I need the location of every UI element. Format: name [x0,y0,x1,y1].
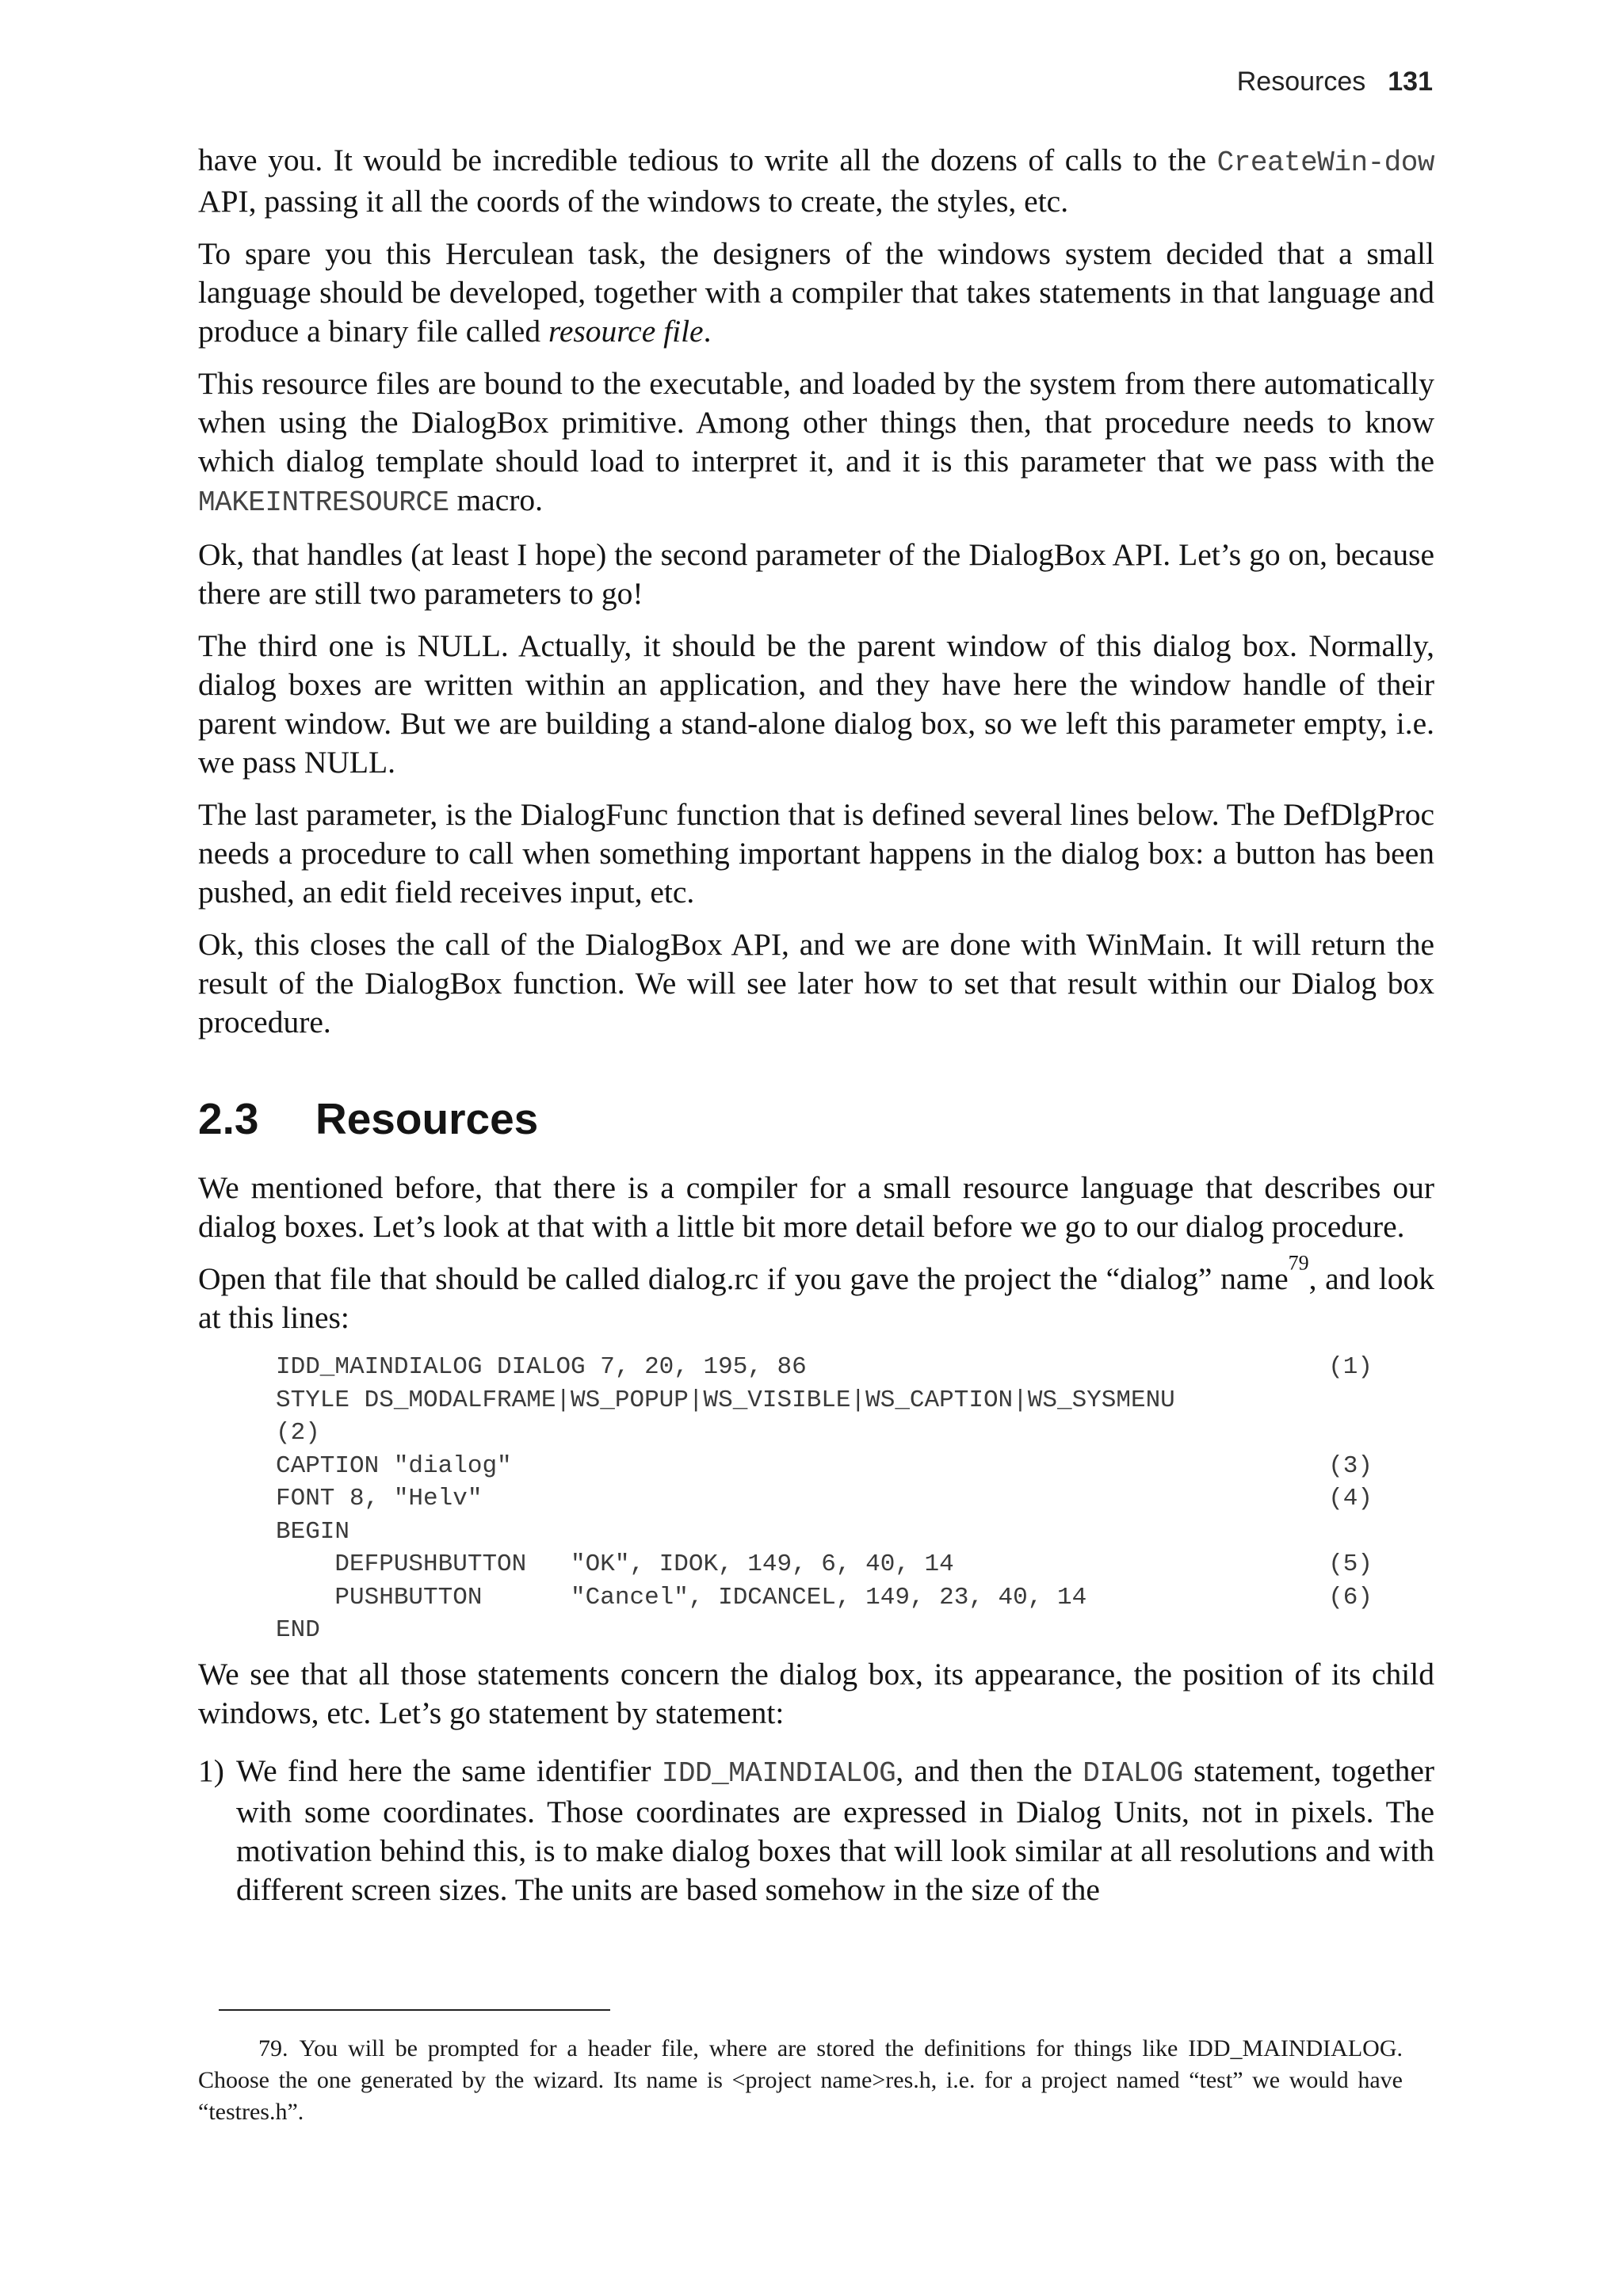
paragraph-1-text-b: API, passing it all the coords of the windows to create, the styles, etc. [198,184,1069,219]
code-idd-maindialog: IDD_MAINDIALOG [661,1756,896,1790]
code-line-marker [1328,1516,1373,1549]
page-number: 131 [1388,67,1433,97]
list-item [198,1752,1434,1909]
code-line-text: END [276,1616,320,1644]
code-line-text: BEGIN [276,1517,350,1546]
numbered-list [198,1752,1434,1909]
code-line-text: (2) [276,1419,320,1447]
code-line-marker: (5) [1328,1550,1373,1578]
code-line [276,1614,1373,1647]
section-title: Resources [315,1094,539,1143]
code-line-marker: (3) [1328,1451,1373,1480]
list-item-text-c: statement, together with some coordinates. Those coordinates are expressed in Dialog Units, not in pixels. The motivation behind this, is to make dialog boxes that will look similar at all resolutions and with different screen sizes. The units are based somehow in the size of the [236,1753,1435,1907]
paragraph-5: The third one is NULL. Actually, it should be the parent window of this dialog box. Normally, dialog boxes are written within an application, and they have here the window handle of their parent window. But we are building a stand-alone dialog box, so we left this parameter empty, i.e. we pass NULL. [198,628,1434,780]
code-line-marker: (4) [1328,1485,1373,1512]
footnote-divider [219,2009,610,2011]
paragraph-9-text-b: , and look at this lines: [198,1261,1434,1335]
code-line-text: DEFPUSHBUTTON "OK", IDOK, 149, 6, 40, 14 [276,1550,954,1578]
paragraph-3 [198,364,1434,522]
paragraph-9-text-a: Open that file that should be called dialog.rc if you gave the project the “dialog” name [198,1261,1289,1296]
italic-resource-file: resource file [548,314,704,349]
paragraph-3-text-a: This resource files are bound to the executable, and loaded by the system from there automatically when using the DialogBox primitive. Among other things then, that procedure needs to know which dialog template should load to interpret it, and it is this parameter that we pass with the [198,366,1434,479]
paragraph-4: Ok, that handles (at least I hope) the second parameter of the DialogBox API. Let’s go on, because there are still two parameters to go! [198,537,1434,611]
code-line-marker [1328,1614,1373,1647]
code-line [276,1548,1373,1581]
footnote [198,2033,1403,2128]
code-line-text: STYLE DS_MODALFRAME|WS_POPUP|WS_VISIBLE|WS_CAPTION|WS_SYSMENU [276,1386,1175,1414]
code-line-marker: (1) [1328,1353,1373,1381]
footnote-text: You will be prompted for a header file, where are stored the definitions for things like IDD_MAINDIALOG. Choose the one generated by the wizard. Its name is <project name>res.h, i.e. for a project named “test” we would have “testres.h”. [198,2035,1403,2125]
list-item-text-a: We find here the same identifier [236,1753,662,1788]
paragraph-2 [198,235,1434,351]
paragraph-1-text-a: have you. It would be incredible tedious to write all the dozens of calls to the [198,143,1217,177]
footnote-reference[interactable]: 79 [1288,1251,1309,1275]
paragraph-8: We mentioned before, that there is a compiler for a small resource language that describes our dialog boxes. Let’s look at that with a little bit more detail before we go to our dialog procedure. [198,1170,1434,1244]
page-body [198,141,1434,1909]
paragraph-6: The last parameter, is the DialogFunc function that is defined several lines below. The DefDlgProc needs a procedure to call when something important happens in the dialog box: a button has been pushed, an edit field receives input, etc. [198,797,1434,910]
code-line-marker: (6) [1328,1583,1373,1611]
code-line [276,1581,1373,1615]
code-line [276,1450,1373,1483]
code-line [276,1351,1373,1384]
paragraph-7: Ok, this closes the call of the DialogBox API, and we are done with WinMain. It will return the result of the DialogBox function. We will see later how to set that result within our Dialog box procedure. [198,927,1434,1039]
paragraph-10: We see that all those statements concern the dialog box, its appearance, the position of its child windows, etc. Let’s go statement by statement: [198,1656,1434,1730]
code-dialog: DIALOG [1083,1756,1183,1790]
header-section-title: Resources [1236,67,1366,97]
paragraph-2-text-b: . [703,314,712,349]
list-item-text-b: , and then the [896,1753,1083,1788]
list-item-marker: 1) [198,1753,224,1788]
code-line-marker [1328,1384,1373,1417]
code-createwindow: CreateWin-dow [1216,147,1434,179]
code-line-text: PUSHBUTTON "Cancel", IDCANCEL, 149, 23, 40, 14 [276,1583,1087,1611]
section-heading [198,1093,1434,1145]
section-number: 2.3 [198,1094,259,1143]
code-line-text: CAPTION "dialog" [276,1451,512,1480]
paragraph-1 [198,141,1434,221]
code-line [276,1482,1373,1516]
code-line [276,1417,1373,1450]
running-header [1237,67,1433,97]
paragraph-2-text-a: To spare you this Herculean task, the designers of the windows system decided that a small language should be developed, together with a compiler that takes statements in that language and produce a binary file called [198,236,1434,349]
code-line-text: IDD_MAINDIALOG DIALOG 7, 20, 195, 86 [276,1353,807,1381]
code-line [276,1384,1373,1417]
code-line [276,1516,1373,1549]
footnote-number: 79. [258,2035,288,2061]
code-block [276,1351,1373,1647]
code-makeintresource: MAKEINTRESOURCE [198,486,449,519]
paragraph-3-text-b: macro. [449,482,544,517]
paragraph-9 [198,1251,1434,1337]
code-line-marker [1328,1417,1373,1450]
code-line-text: FONT 8, "Helv" [276,1485,483,1512]
